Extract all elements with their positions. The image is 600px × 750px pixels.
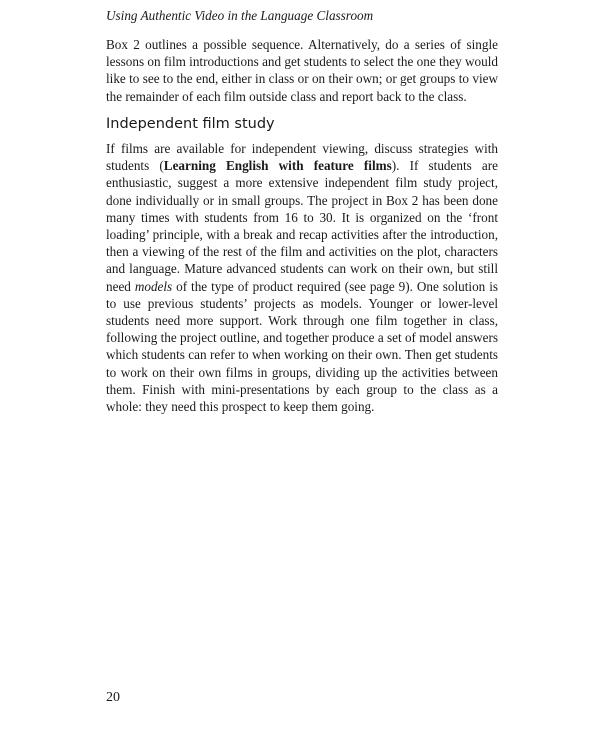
bold-title: Learning English with feature films [163, 158, 392, 174]
running-head: Using Authentic Video in the Language Classroom [106, 8, 374, 23]
page-number: 20 [106, 690, 120, 705]
section-paragraph [106, 140, 498, 415]
paragraph-text-part-2: ). If students are enthusiastic, suggest a more extensive independent film study project, done individually or in small groups. The project in Box 2 has been done many times with students from 16 to 30. It is organized on the ‘front loading’ principle, with a break and recap activities after the introduction, then a viewing of the rest of the film and activities on the plot, characters and language. Mature advanced students can work on their own, but still need [106, 158, 498, 294]
italic-emphasis: models [134, 278, 173, 294]
paragraph-text-part-3: of the type of product required (see page 9). One solution is to use previous students’ projects as models. Younger or lower-level students need more support. Work through one film together in class, following the project outline, and together produce a set of model answers which students can refer to when working on their own. Then get students to work on their own films in groups, dividing up the activities between them. Finish with mini-presentations by each group to the class as a whole: they need this prospect to keep them going. [106, 278, 498, 415]
section-heading: Independent film study [106, 116, 275, 132]
intro-paragraph: Box 2 outlines a possible sequence. Alternatively, do a series of single lessons on film introductions and get students to select the one they would like to see to the end, either in class or on their own; or get groups to view the remainder of each film outside class and report back to the class. [106, 37, 498, 104]
paragraph-text-part-1: If films are available for independent viewing, discuss strategies with students ( [106, 141, 498, 174]
